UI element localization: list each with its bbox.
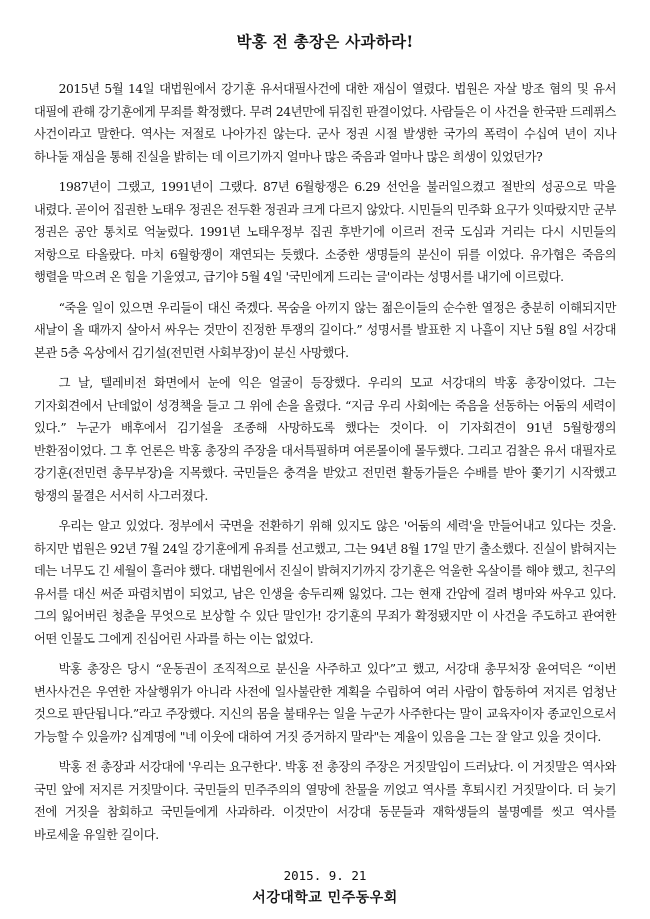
signing-organization: 서강대학교 민주동우회: [252, 890, 398, 906]
paragraph-3: “죽을 일이 있으면 우리들이 대신 죽겠다. 목숨을 아끼지 않는 젊은이들의 순수한 열정은 충분히 이해되지만 새날이 올 때까지 살아서 싸우는 것만이 진정한 투쟁의 길이다.” 성명서를 발표한 지 나흘이 지난 5월 8일 서강대 본관 5층 옥상에서 김기설(전민련 사회부장)이 분신 사망했다.: [34, 300, 616, 360]
paragraph-7: 박홍 전 총장과 서강대에 '우리는 요구한다'. 박홍 전 총장의 주장은 거짓말임이 드러났다. 이 거짓말은 역사와 국민 앞에 저지른 거짓말이다. 국민들의 민주주의의 열망에 찬물을 끼얹고 역사를 후퇴시킨 거짓말이다. 더 늦기 전에 거짓을 참회하고 국민들에게 사과하라. 이것만이 서강대 동문들과 재학생들의 불명예를 씻고 역사를 바로세울 유일한 길이다.: [34, 760, 616, 842]
paragraph-6: 박홍 총장은 당시 “운동권이 조직적으로 분신을 사주하고 있다”고 했고, 서강대 총무처장 윤여덕은 “이번 변사사건은 우연한 자살행위가 아니라 사전에 일사불란한 계획을 수립하여 여러 사람이 합동하여 저지른 엄청난 것으로 판단됩니다.”라고 주장했다. 지신의 몸을 불태우는 일을 누군가 사주한다는 말이 교육자이자 종교인으로서 가능할 수 있을까? 십계명에 "네 이웃에 대하여 거짓 증거하지 말라"는 계율이 있음을 그는 잘 알고 있을 것이다.: [34, 662, 616, 744]
document-date: 2015. 9. 21: [283, 868, 367, 883]
paragraph-2: 1987년이 그랬고, 1991년이 그랬다. 87년 6월항쟁은 6.29 선언을 불러일으켰고 절반의 성공으로 막을 내렸다. 곧이어 집권한 노태우 정권은 전두환 정권과 크게 다르지 않았다. 시민들의 민주화 요구가 잇따랐지만 군부 정권은 공안 통치로 억눌렀다. 1991년 노태우정부 집권 후반기에 이르러 전국 도심과 거리는 다시 시민들의 저항으로 타올랐다. 마치 6월항쟁이 재연되는 듯했다. 소중한 생명들의 분신이 뒤를 이었다. 유가협은 죽음의 행렬을 막으려 온 힘을 기울였고, 급기야 5월 4일 '국민에게 드리는 글'이라는 성명서를 내기에 이르렀다.: [34, 180, 616, 284]
paragraph-1: 2015년 5월 14일 대법원에서 강기훈 유서대필사건에 대한 재심이 열렸다. 법원은 자살 방조 혐의 및 유서 대필에 관해 강기훈에게 무죄를 확정했다. 무려 24년만에 뒤집힌 판결이었다. 사람들은 이 사건을 한국판 드레퓌스 사건이라고 말한다. 역사는 저절로 나아가진 않는다. 군사 정권 시절 발생한 국가의 폭력이 수십여 년이 지나 하나둘 재심을 통해 진실을 밝히는 데 이르기까지 얼마나 많은 죽음과 얼마나 많은 희생이 있었던가?: [34, 82, 616, 164]
document-title: 박홍 전 총장은 사과하라!: [236, 32, 414, 51]
paragraph-4: 그 날, 텔레비전 화면에서 눈에 익은 얼굴이 등장했다. 우리의 모교 서강대의 박홍 총장이었다. 그는 기자회견에서 난데없이 성경책을 들고 그 위에 손을 올렸다. “지금 우리 사회에는 죽음을 선동하는 어둠의 세력이 있다.” 누군가 배후에서 김기설을 조종해 사망하도록 했다는 것이다. 이 기자회견이 91년 5월항쟁의 반환점이었다. 그 후 언론은 박홍 총장의 주장을 대서특필하며 여론몰이에 몰두했다. 그리고 검찰은 유서 대필자로 강기훈(전민련 총무부장)을 지목했다. 국민들은 충격을 받았고 전민련 활동가들은 수배를 받아 쫓기기 시작했고 항쟁의 물결은 서서히 사그러졌다.: [34, 376, 616, 503]
paragraph-5: 우리는 알고 있었다. 정부에서 국면을 전환하기 위해 있지도 않은 '어둠의 세력'을 만들어내고 있다는 것을. 하지만 법원은 92년 7월 24일 강기훈에게 유죄를 선고했고, 그는 94년 8월 17일 만기 출소했다. 진실이 밝혀지는 데는 너무도 긴 세월이 흘러야 했다. 대법원에서 진실이 밝혀지기까지 강기훈은 억울한 옥살이를 해야 했고, 친구의 유서를 대신 써준 파렴치범이 되었고, 남은 인생을 송두리째 잃었다. 그는 현재 간암에 걸려 병마와 싸우고 있다. 그의 잃어버린 청춘을 무엇으로 보상할 수 있단 말인가! 강기훈의 무죄가 확정됐지만 이 사건을 주도하고 관여한 어떤 인물도 그에게 진심어린 사과를 하는 이는 없었다.: [34, 519, 616, 646]
